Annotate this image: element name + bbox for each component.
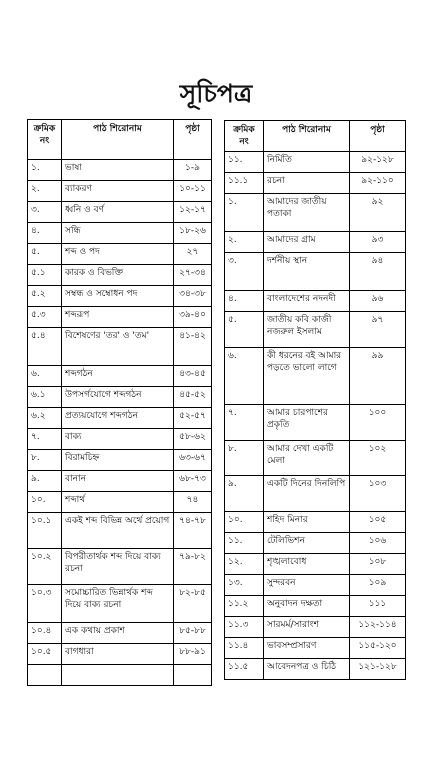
page-cell: ১০-১১ bbox=[174, 181, 212, 202]
topic-header: পাঠ শিরোনাম bbox=[62, 120, 174, 160]
page-title: সূচিপত্র bbox=[179, 79, 253, 108]
table-row bbox=[225, 533, 406, 554]
table-row bbox=[28, 265, 212, 286]
table-row bbox=[28, 513, 212, 549]
topic-cell: বানান bbox=[62, 471, 174, 492]
topic-cell: বাংলাদেশের নদনদী bbox=[264, 291, 350, 312]
table-row bbox=[225, 441, 406, 476]
serial-cell: ১১.৩ bbox=[225, 617, 264, 638]
table-row bbox=[28, 387, 212, 408]
topic-cell: সমোচ্চারিত ভিন্নার্থক শব্দ দিয়ে বাক্য রচনা bbox=[62, 585, 174, 623]
topic-cell: আমার চারপাশের প্রকৃতি bbox=[264, 405, 350, 441]
page-cell: ৭৪-৭৮ bbox=[174, 513, 212, 549]
topic-cell bbox=[62, 665, 174, 686]
page-cell: ৬৩-৬৭ bbox=[174, 450, 212, 471]
table-row bbox=[28, 366, 212, 387]
serial-cell: ১১.৪ bbox=[225, 638, 264, 659]
table-row bbox=[225, 575, 406, 596]
serial-cell: ৪. bbox=[225, 291, 264, 312]
table-row bbox=[225, 253, 406, 291]
page-cell bbox=[174, 665, 212, 686]
page-header: পৃষ্ঠা bbox=[174, 120, 212, 160]
page-cell: ১০০ bbox=[350, 405, 406, 441]
page-cell: ১১২-১১৪ bbox=[350, 617, 406, 638]
serial-cell: ১০. bbox=[28, 492, 62, 513]
page-cell: ৯২ bbox=[350, 194, 406, 232]
page-cell: ১-৯ bbox=[174, 160, 212, 181]
page-cell: ৯৬ bbox=[350, 291, 406, 312]
page-cell: ৯৯ bbox=[350, 348, 406, 405]
topic-cell: ভাবসম্প্রসারণ bbox=[264, 638, 350, 659]
page-cell: ৮২-৮৫ bbox=[174, 585, 212, 623]
serial-cell: ১১.২ bbox=[225, 596, 264, 617]
page-cell: ১০৬ bbox=[350, 533, 406, 554]
page-cell: ১০৩ bbox=[350, 476, 406, 512]
serial-header: ক্রমিক নং bbox=[225, 121, 264, 152]
serial-cell: ৫.৪ bbox=[28, 328, 62, 366]
page-cell: ১০৯ bbox=[350, 575, 406, 596]
serial-cell: ৬.১ bbox=[28, 387, 62, 408]
table-row bbox=[28, 160, 212, 181]
page-cell: ৯৭ bbox=[350, 312, 406, 348]
serial-cell: ৫. bbox=[28, 244, 62, 265]
table-row bbox=[28, 202, 212, 223]
table-row bbox=[225, 659, 406, 680]
page-cell: ৪৩-৪৫ bbox=[174, 366, 212, 387]
table-row bbox=[225, 512, 406, 533]
page-cell: ৯২-১১০ bbox=[350, 173, 406, 194]
serial-cell bbox=[28, 665, 62, 686]
serial-header: ক্রমিক নং bbox=[28, 120, 62, 160]
serial-cell: ১১. bbox=[225, 152, 264, 173]
topic-cell: শব্দ ও পদ bbox=[62, 244, 174, 265]
topic-cell: সম্বন্ধ ও সম্বোধন পদ bbox=[62, 286, 174, 307]
page-cell: ৫২-৫৭ bbox=[174, 408, 212, 429]
serial-cell: ১০.৩ bbox=[28, 585, 62, 623]
serial-cell: ১৩. bbox=[225, 575, 264, 596]
topic-cell: রচনা bbox=[264, 173, 350, 194]
serial-cell: ৮. bbox=[225, 441, 264, 476]
page-cell: ১২-১৭ bbox=[174, 202, 212, 223]
serial-cell: ১২. bbox=[225, 554, 264, 575]
topic-cell: ভাষা bbox=[62, 160, 174, 181]
topic-cell: প্রত্যয়যোগে শব্দগঠন bbox=[62, 408, 174, 429]
header-row bbox=[225, 121, 406, 152]
serial-cell: ৬. bbox=[28, 366, 62, 387]
table-row bbox=[28, 585, 212, 623]
page-cell: ১০৫ bbox=[350, 512, 406, 533]
table-row bbox=[28, 223, 212, 244]
page-cell: ৯২-১২৮ bbox=[350, 152, 406, 173]
table-row bbox=[28, 328, 212, 366]
page-cell: ৭৯-৮২ bbox=[174, 549, 212, 585]
table-row bbox=[225, 348, 406, 405]
serial-cell: ১০.৫ bbox=[28, 644, 62, 665]
topic-cell: কী ধরনের বই আমার পড়তে ভালো লাগে bbox=[264, 348, 350, 405]
header-row bbox=[28, 120, 212, 160]
topic-cell: জাতীয় কবি কাজী নজরুল ইসলাম bbox=[264, 312, 350, 348]
serial-cell: ৯. bbox=[28, 471, 62, 492]
table-row bbox=[28, 307, 212, 328]
table-row bbox=[225, 291, 406, 312]
page-cell: ১১৫-১২০ bbox=[350, 638, 406, 659]
topic-cell: এক কথায় প্রকাশ bbox=[62, 623, 174, 644]
page-cell: ৯৩ bbox=[350, 232, 406, 253]
topic-cell: ধ্বনি ও বর্ণ bbox=[62, 202, 174, 223]
topic-cell: বাক্য bbox=[62, 429, 174, 450]
topic-cell: আবেদনপত্র ও চিঠি bbox=[264, 659, 350, 680]
serial-cell: ৫.২ bbox=[28, 286, 62, 307]
page-cell: ১২১-১২৮ bbox=[350, 659, 406, 680]
serial-cell: ৫.১ bbox=[28, 265, 62, 286]
page-cell: ৭৪ bbox=[174, 492, 212, 513]
serial-cell: ২. bbox=[225, 232, 264, 253]
topic-cell: দর্শনীয় স্থান bbox=[264, 253, 350, 291]
topic-cell: ব্যাকরণ bbox=[62, 181, 174, 202]
contents-table-right bbox=[224, 120, 406, 680]
serial-cell: ২. bbox=[28, 181, 62, 202]
page-cell: ২৭ bbox=[174, 244, 212, 265]
topic-cell: শব্দার্থ bbox=[62, 492, 174, 513]
serial-cell: ৬. bbox=[225, 348, 264, 405]
table-row bbox=[28, 286, 212, 307]
table-row bbox=[225, 554, 406, 575]
topic-cell: আমাদের গ্রাম bbox=[264, 232, 350, 253]
table-row bbox=[28, 665, 212, 686]
table-row bbox=[225, 617, 406, 638]
page-cell: ১১১ bbox=[350, 596, 406, 617]
page-cell: ৯৪ bbox=[350, 253, 406, 291]
table-row bbox=[28, 408, 212, 429]
topic-cell: সন্ধি bbox=[62, 223, 174, 244]
table-row bbox=[225, 596, 406, 617]
serial-cell: ৯. bbox=[225, 476, 264, 512]
serial-cell: ১০.১ bbox=[28, 513, 62, 549]
page-cell: ৫৮-৬২ bbox=[174, 429, 212, 450]
page-cell: ৮৫-৮৮ bbox=[174, 623, 212, 644]
table-row bbox=[28, 644, 212, 665]
serial-cell: ১১.১ bbox=[225, 173, 264, 194]
serial-cell: ৭. bbox=[225, 405, 264, 441]
page-cell: ১০২ bbox=[350, 441, 406, 476]
serial-cell: ৮. bbox=[28, 450, 62, 471]
serial-cell: ৫.৩ bbox=[28, 307, 62, 328]
page-cell: ২৭-৩৪ bbox=[174, 265, 212, 286]
serial-cell: ৬.২ bbox=[28, 408, 62, 429]
topic-cell: অনুবাদন দক্ষতা bbox=[264, 596, 350, 617]
table-row bbox=[28, 549, 212, 585]
page-cell: ৪১-৪২ bbox=[174, 328, 212, 366]
page-cell: ১৮-২৬ bbox=[174, 223, 212, 244]
page-header: পৃষ্ঠা bbox=[350, 121, 406, 152]
table-row bbox=[225, 476, 406, 512]
topic-cell: শব্দগঠন bbox=[62, 366, 174, 387]
topic-header: পাঠ শিরোনাম bbox=[264, 121, 350, 152]
table-row bbox=[28, 492, 212, 513]
topic-cell: আমাদের জাতীয় পতাকা bbox=[264, 194, 350, 232]
table-row bbox=[225, 232, 406, 253]
serial-cell: ১১. bbox=[225, 533, 264, 554]
topic-cell: বাগধারা bbox=[62, 644, 174, 665]
table-row bbox=[28, 244, 212, 265]
page-cell: ৩৯-৪০ bbox=[174, 307, 212, 328]
table-row bbox=[225, 312, 406, 348]
topic-cell: একই শব্দ বিভিন্ন অর্থে প্রয়োগ bbox=[62, 513, 174, 549]
topic-cell: শৃঙ্খলাবোধ bbox=[264, 554, 350, 575]
table-row bbox=[28, 623, 212, 644]
topic-cell: সুন্দরবন bbox=[264, 575, 350, 596]
topic-cell: বিরামচিহ্ন bbox=[62, 450, 174, 471]
topic-cell: বিপরীতার্থক শব্দ দিয়ে বাক্য রচনা bbox=[62, 549, 174, 585]
table-row bbox=[28, 429, 212, 450]
table-row bbox=[225, 405, 406, 441]
topic-cell: উপসর্গযোগে শব্দগঠন bbox=[62, 387, 174, 408]
table-row bbox=[225, 194, 406, 232]
topic-cell: কারক ও বিভক্তি bbox=[62, 265, 174, 286]
topic-cell: শহিদ মিনার bbox=[264, 512, 350, 533]
topic-cell: বিশেষণের 'তর' ও 'তম' bbox=[62, 328, 174, 366]
serial-cell: ১০.৪ bbox=[28, 623, 62, 644]
page-cell: ৪৫-৫২ bbox=[174, 387, 212, 408]
page-cell: ৬৮-৭৩ bbox=[174, 471, 212, 492]
table-row bbox=[28, 450, 212, 471]
topic-cell: সারমর্ম/সারাংশ bbox=[264, 617, 350, 638]
serial-cell: ৪. bbox=[28, 223, 62, 244]
serial-cell: ১. bbox=[225, 194, 264, 232]
topic-cell: আমার দেখা একটি মেলা bbox=[264, 441, 350, 476]
serial-cell: ১০. bbox=[225, 512, 264, 533]
contents-table-left bbox=[27, 119, 212, 686]
table-row bbox=[225, 638, 406, 659]
topic-cell: নির্মিতি bbox=[264, 152, 350, 173]
table-row bbox=[28, 181, 212, 202]
topic-cell: শব্দরূপ bbox=[62, 307, 174, 328]
serial-cell: ১. bbox=[28, 160, 62, 181]
page-cell: ৩৪-৩৮ bbox=[174, 286, 212, 307]
table-row bbox=[28, 471, 212, 492]
serial-cell: ৩. bbox=[28, 202, 62, 223]
serial-cell: ৩. bbox=[225, 253, 264, 291]
serial-cell: ১১.৫ bbox=[225, 659, 264, 680]
page-cell: ৮৮-৯১ bbox=[174, 644, 212, 665]
table-row bbox=[225, 152, 406, 173]
page-cell: ১০৮ bbox=[350, 554, 406, 575]
serial-cell: ১০.২ bbox=[28, 549, 62, 585]
serial-cell: ৭. bbox=[28, 429, 62, 450]
topic-cell: একটি দিনের দিনলিপি bbox=[264, 476, 350, 512]
table-row bbox=[225, 173, 406, 194]
serial-cell: ৫. bbox=[225, 312, 264, 348]
topic-cell: টেলিভিশন bbox=[264, 533, 350, 554]
